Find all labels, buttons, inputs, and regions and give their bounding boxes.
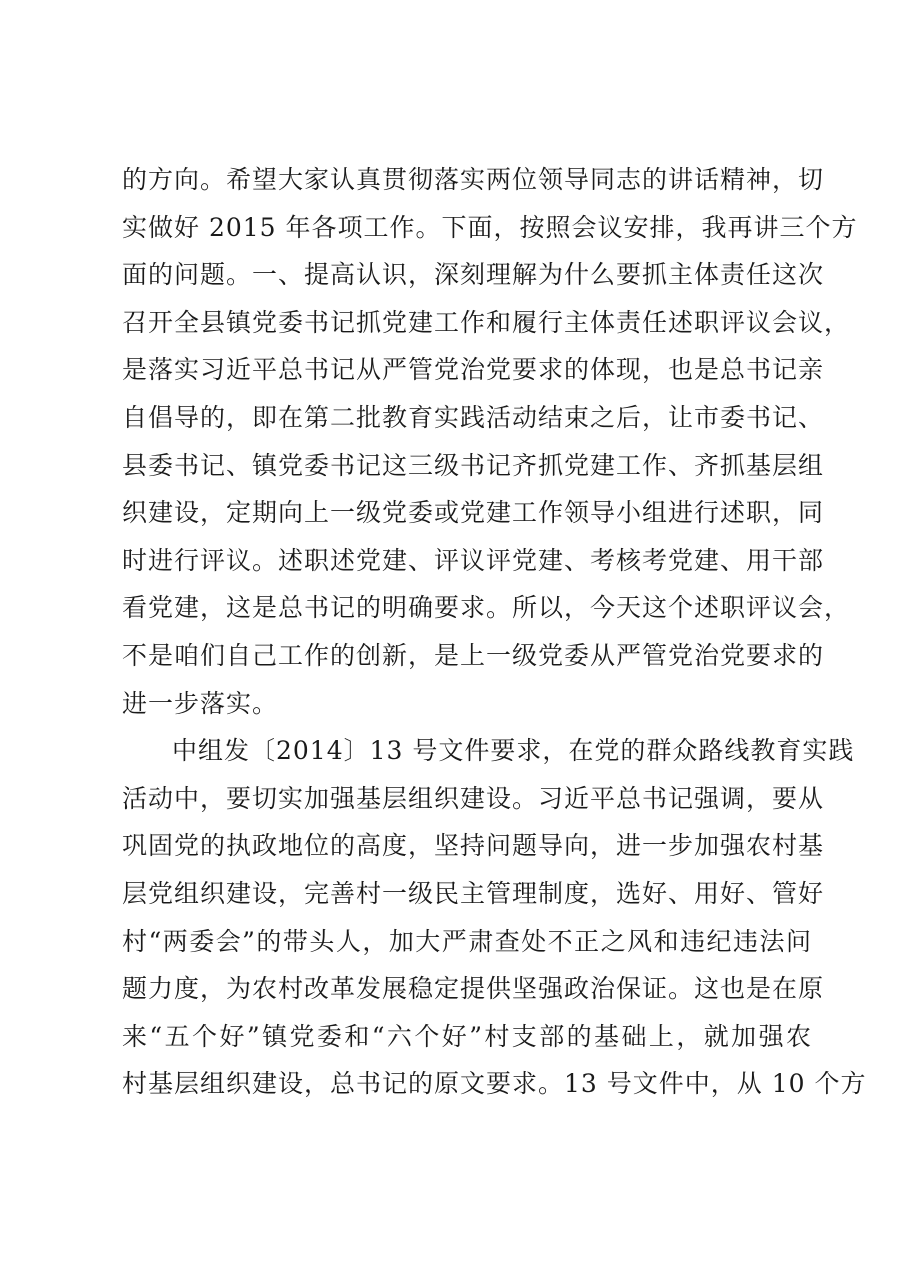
text-line: 召开全县镇党委书记抓党建工作和履行主体责任述职评议会议，: [122, 307, 851, 337]
text-line: 村“两委会”的带头人，加大严肃查处不正之风和违纪违法问: [122, 926, 812, 956]
text-line: 面的问题。一、提高认识，深刻理解为什么要抓主体责任这次: [122, 260, 825, 290]
text-line: 不是咱们自己工作的创新，是上一级党委从严管党治党要求的: [122, 640, 825, 670]
text-line: 时进行评议。述职述党建、评议评党建、考核考党建、用干部: [122, 545, 825, 575]
text-line: 自倡导的，即在第二批教育实践活动结束之后，让市委书记、: [122, 402, 825, 432]
text-line: 题力度，为农村改革发展稳定提供坚强政治保证。这也是在原: [122, 974, 825, 1004]
text-line: 实做好 2015 年各项工作。下面，按照会议安排，我再讲三个方: [122, 212, 858, 242]
document-body: [122, 156, 867, 1108]
paragraph-2: [122, 727, 867, 1108]
text-line: 村基层组织建设，总书记的原文要求。13 号文件中，从 10 个方: [122, 1069, 867, 1099]
text-line: 的方向。希望大家认真贯彻落实两位领导同志的讲话精神，切: [122, 165, 825, 194]
text-line: 层党组织建设，完善村一级民主管理制度，选好、用好、管好: [122, 878, 825, 908]
text-line: 来“五个好”镇党委和“六个好”村支部的基础上，就加强农: [122, 1021, 812, 1051]
text-line: 织建设，定期向上一级党委或党建工作领导小组进行述职，同: [122, 498, 825, 528]
text-line: 活动中，要切实加强基层组织建设。习近平总书记强调，要从: [122, 783, 825, 813]
text-line: 是落实习近平总书记从严管党治党要求的体现，也是总书记亲: [122, 355, 825, 385]
paragraph-1: [122, 156, 858, 727]
text-line: 县委书记、镇党委书记这三级书记齐抓党建工作、齐抓基层组: [122, 450, 825, 480]
text-line: 中组发〔2014〕13 号文件要求，在党的群众路线教育实践: [172, 736, 855, 766]
text-line: 进一步落实。: [122, 688, 279, 718]
text-line: 巩固党的执政地位的高度，坚持问题导向，进一步加强农村基: [122, 831, 825, 861]
text-line: 看党建，这是总书记的明确要求。所以，今天这个述职评议会，: [122, 593, 851, 623]
